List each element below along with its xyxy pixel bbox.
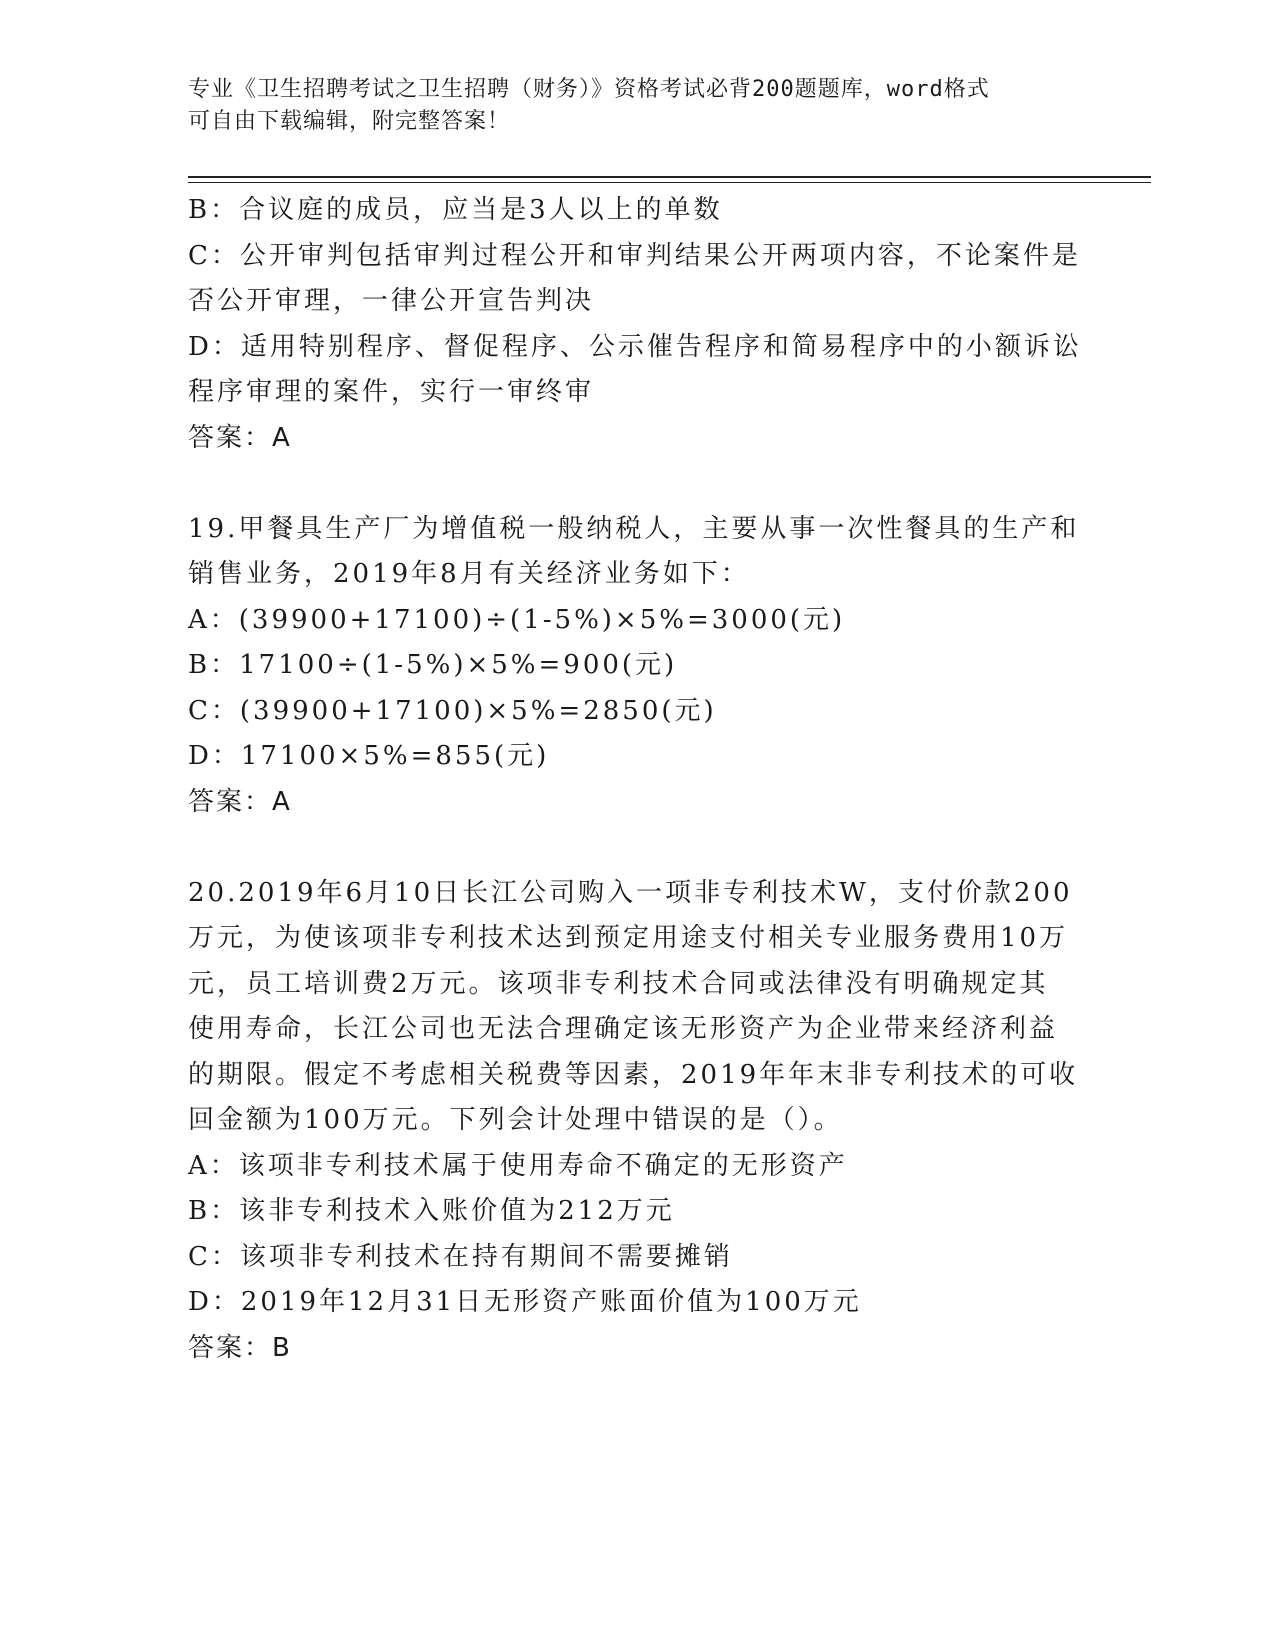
spacer — [188, 825, 1083, 871]
question-18 — [188, 188, 1083, 461]
q20-stem-line-6: 回金额为100万元。下列会计处理中错误的是（）。 — [188, 1105, 843, 1135]
q20-option-c: C：该项非专利技术在持有期间不需要摊销 — [188, 1241, 733, 1272]
q19-option-b: B：17100÷(1-5%)×5%=900(元) — [188, 650, 678, 680]
header-title-line-1: 专业《卫生招聘考试之卫生招聘（财务）》资格考试必背200题题库，word格式 — [188, 77, 990, 102]
header-title-line-2: 可自由下载编辑，附完整答案！ — [188, 109, 511, 134]
q19-option-c: C：(39900+17100)×5%=2850(元) — [188, 695, 717, 726]
q20-option-a: A：该项非专利技术属于使用寿命不确定的无形资产 — [188, 1150, 848, 1181]
q19-stem-line-1: 19.甲餐具生产厂为增值税一般纳税人，主要从事一次性餐具的生产和 — [188, 513, 1080, 544]
q20-stem-line-3: 元，员工培训费2万元。该项非专利技术合同或法律没有明确规定其 — [188, 968, 1049, 999]
q19-option-a: A：(39900+17100)÷(1-5%)×5%=3000(元) — [188, 604, 846, 635]
q20-option-d: D：2019年12月31日无形资产账面价值为100万元 — [188, 1287, 862, 1317]
q18-option-d-line-1: D：适用特别程序、督促程序、公示催告程序和简易程序中的小额诉讼 — [188, 331, 1082, 362]
q18-option-c-line-1: C：公开审判包括审判过程公开和审判结果公开两项内容，不论案件是 — [188, 240, 1081, 271]
q19-answer: 答案：A — [188, 786, 292, 817]
header-rule-thick — [188, 176, 1151, 178]
q18-option-b: B：合议庭的成员，应当是3人以上的单数 — [188, 195, 723, 225]
q20-stem-line-5: 的期限。假定不考虑相关税费等因素，2019年年末非专利技术的可收 — [188, 1059, 1079, 1090]
header-rule-thin — [188, 182, 1151, 183]
q18-answer: 答案：A — [188, 422, 292, 453]
q20-stem-line-2: 万元，为使该项非专利技术达到预定用途支付相关专业服务费用10万 — [188, 923, 1069, 953]
question-20 — [188, 871, 1083, 1372]
document-body — [188, 188, 1083, 1371]
q20-stem-line-1: 20.2019年6月10日长江公司购入一项非专利技术W，支付价款200 — [188, 877, 1073, 908]
spacer — [188, 461, 1083, 507]
q19-option-d: D：17100×5%=855(元) — [188, 741, 550, 771]
document-header — [188, 74, 1068, 138]
q20-stem-line-4: 使用寿命，长江公司也无法合理确定该无形资产为企业带来经济利益 — [188, 1014, 1059, 1044]
q19-stem-line-2: 销售业务，2019年8月有关经济业务如下： — [188, 559, 750, 589]
q20-answer: 答案：B — [188, 1332, 292, 1363]
q18-option-c-line-2: 否公开审理，一律公开宣告判决 — [188, 286, 595, 316]
question-19 — [188, 507, 1083, 826]
q20-option-b: B：该非专利技术入账价值为212万元 — [188, 1196, 675, 1226]
q18-option-d-line-2: 程序审理的案件，实行一审终审 — [188, 377, 595, 407]
